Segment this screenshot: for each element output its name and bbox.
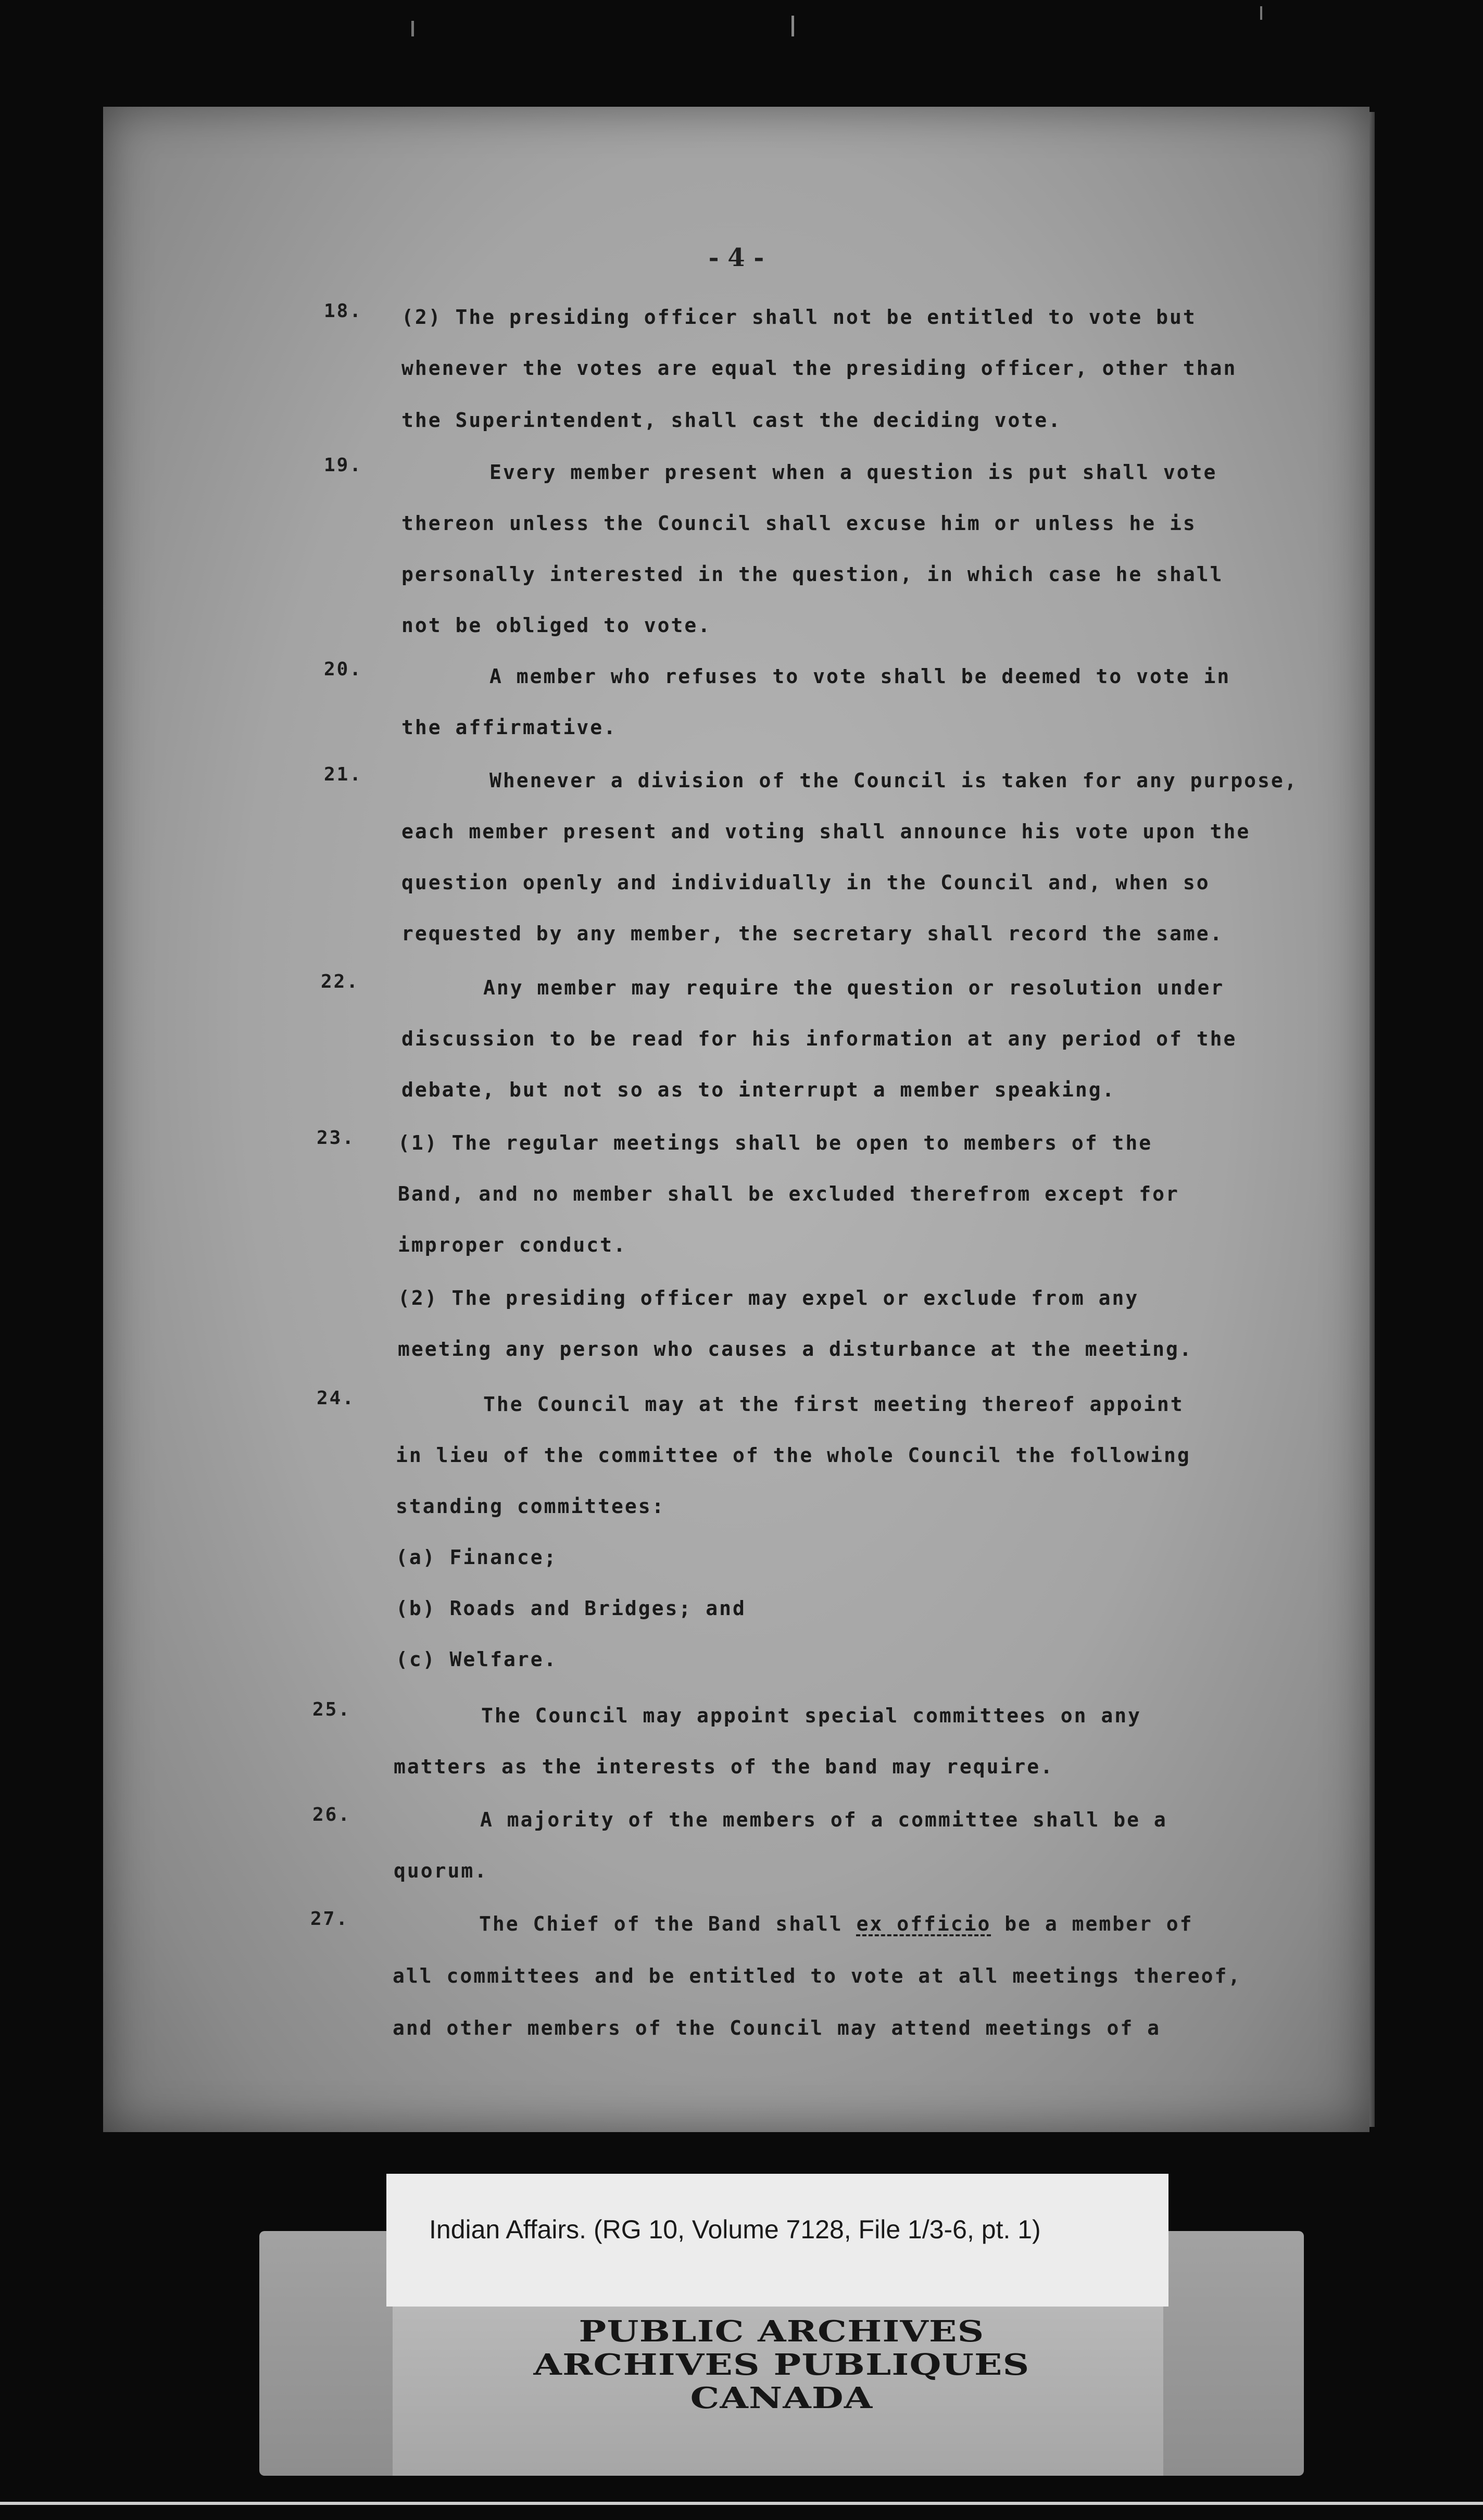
text-line: matters as the interests of the band may require.	[394, 1755, 1054, 1778]
text-line: discussion to be read for his information at any period of the	[401, 1027, 1237, 1050]
section-number-27: 27.	[310, 1908, 349, 1930]
text-line: (1) The regular meetings shall be open to members of the	[398, 1131, 1153, 1154]
list-item: (c) Welfare.	[396, 1648, 558, 1671]
document-page	[103, 107, 1369, 2132]
text-line: and other members of the Council may attend meetings of a	[393, 2017, 1161, 2039]
text-line: improper conduct.	[398, 1233, 627, 1256]
text-line: The Council may at the first meeting thereof appoint	[483, 1393, 1184, 1416]
text-line: thereon unless the Council shall excuse him or unless he is	[401, 512, 1197, 535]
text-segment: be a member of	[991, 1912, 1193, 1935]
section-number-18: 18.	[324, 300, 363, 322]
film-edge-strip	[0, 2502, 1483, 2505]
section-number-25: 25.	[312, 1699, 351, 1720]
reference-caption-card	[386, 2174, 1168, 2304]
text-line: A member who refuses to vote shall be deemed to vote in	[489, 665, 1231, 688]
text-line: Band, and no member shall be excluded therefrom except for	[398, 1182, 1179, 1205]
text-line: the Superintendent, shall cast the deciding vote.	[401, 409, 1062, 432]
stamp-line-2: ARCHIVES PUBLIQUES	[533, 2348, 1030, 2382]
text-line: Every member present when a question is put shall vote	[489, 461, 1217, 484]
text-line: debate, but not so as to interrupt a member speaking.	[401, 1078, 1116, 1101]
section-number-24: 24.	[317, 1388, 356, 1409]
text-line: not be obliged to vote.	[401, 614, 712, 637]
text-line: (2) The presiding officer shall not be entitled to vote but	[401, 306, 1197, 329]
text-line: all committees and be entitled to vote at all meetings thereof,	[393, 1964, 1242, 1987]
section-number-19: 19.	[324, 455, 363, 476]
text-line: the affirmative.	[401, 716, 618, 739]
reference-caption: Indian Affairs. (RG 10, Volume 7128, File 1/3-6, pt. 1)	[429, 2215, 1041, 2244]
text-line: A majority of the members of a committee shall be a	[480, 1808, 1167, 1831]
text-line: The Council may appoint special committees on any	[481, 1704, 1142, 1727]
section-number-23: 23.	[317, 1127, 356, 1149]
stamp-line-1: PUBLIC ARCHIVES	[579, 2314, 985, 2349]
text-line	[479, 1912, 1193, 1935]
text-segment: The Chief of the Band shall	[479, 1912, 857, 1935]
page-number: - 4 -	[708, 243, 764, 272]
list-item: (a) Finance;	[396, 1546, 558, 1569]
text-line: each member present and voting shall announce his vote upon the	[401, 820, 1251, 843]
section-number-20: 20.	[324, 659, 363, 680]
underlined-term: ex officio	[856, 1912, 991, 1935]
section-number-22: 22.	[321, 971, 360, 992]
text-line: (2) The presiding officer may expel or exclude from any	[398, 1287, 1139, 1309]
list-item: (b) Roads and Bridges; and	[396, 1597, 746, 1620]
text-line: quorum.	[394, 1859, 488, 1882]
text-line: Any member may require the question or resolution under	[483, 976, 1225, 999]
text-line: standing committees:	[396, 1495, 665, 1518]
text-line: meeting any person who causes a disturbance at the meeting.	[398, 1338, 1193, 1360]
section-number-26: 26.	[312, 1804, 351, 1825]
text-line: requested by any member, the secretary shall record the same.	[401, 922, 1224, 945]
stamp-line-3: CANADA	[690, 2381, 873, 2415]
text-line: Whenever a division of the Council is taken for any purpose,	[489, 769, 1298, 792]
text-line: personally interested in the question, in which case he shall	[401, 563, 1224, 586]
section-number-21: 21.	[324, 764, 363, 785]
text-line: question openly and individually in the Council and, when so	[401, 871, 1210, 894]
text-line: in lieu of the committee of the whole Council the following	[396, 1444, 1191, 1467]
text-line: whenever the votes are equal the presiding officer, other than	[401, 357, 1237, 380]
